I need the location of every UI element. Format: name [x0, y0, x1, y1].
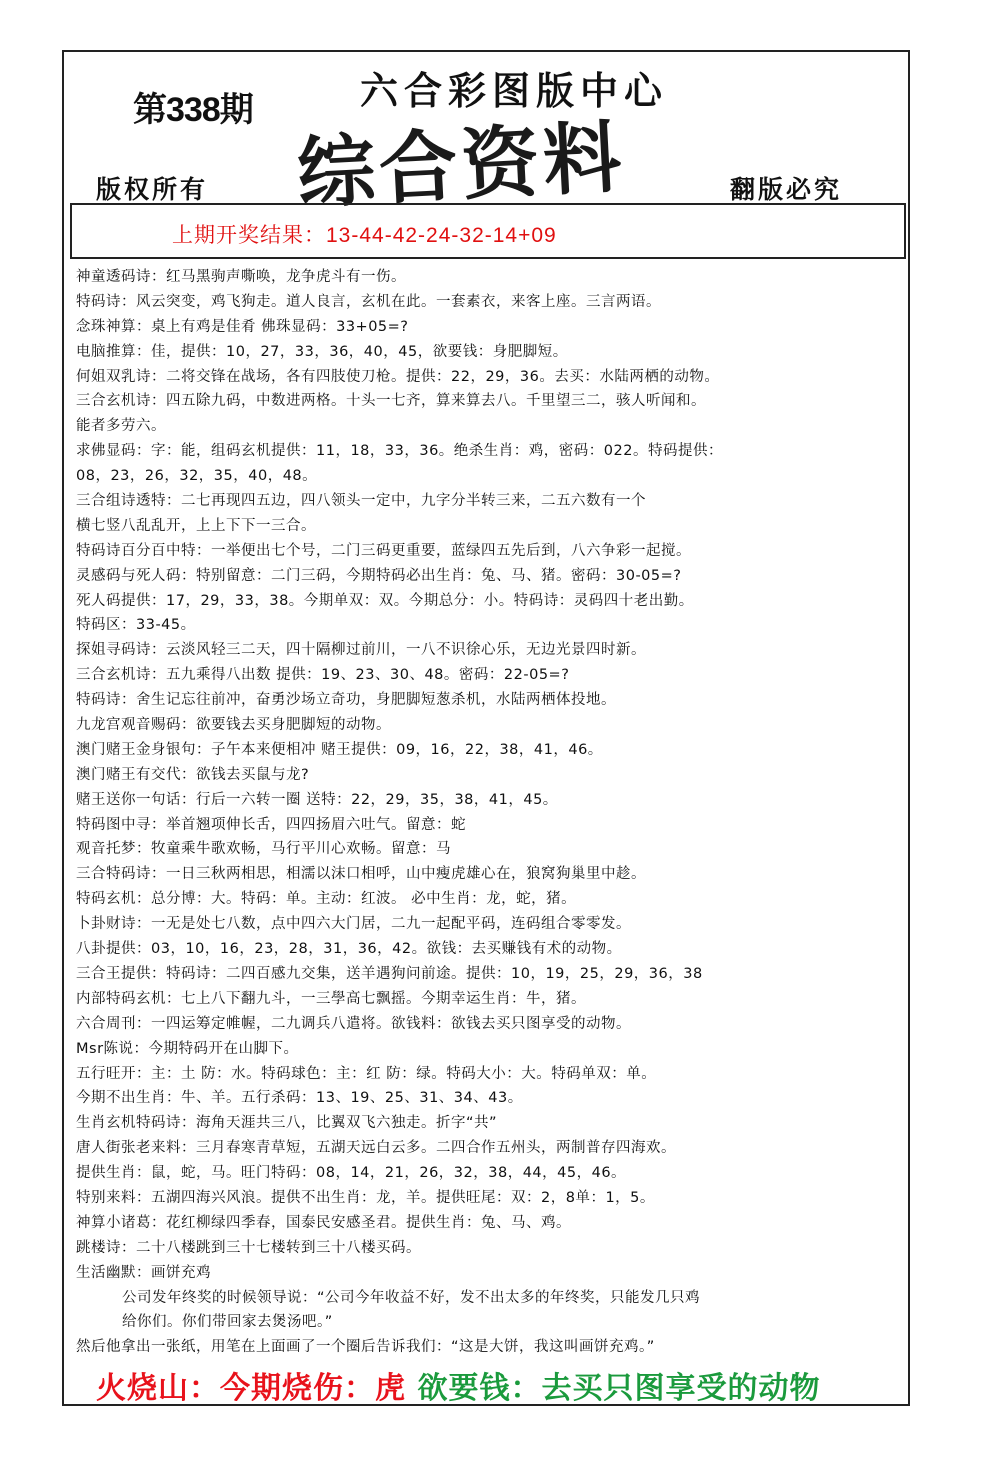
text-line: 九龙宫观音赐码：欲要钱去买身肥脚短的动物。: [76, 717, 391, 734]
text-line: 观音托梦：牧童乘牛歌欢畅，马行平川心欢畅。留意：马: [76, 841, 451, 858]
text-line: 公司发年终奖的时候领导说：“公司今年收益不好，发不出太多的年终奖，只能发几只鸡: [122, 1289, 701, 1306]
publisher-title: 六合彩图版中心: [360, 69, 669, 113]
text-line: 能者多劳六。: [76, 418, 166, 435]
piracy-note: 翻版必究: [730, 175, 843, 204]
text-line: 何姐双乳诗：二将交锋在战场，各有四肢使刀枪。提供：22，29，36。去买：水陆两栖的动物。: [76, 368, 720, 385]
text-line: 三合玄机诗：四五除九码，中数进两格。十头一七齐，算来算去八。千里望三二，骇人听闻和。: [76, 393, 706, 410]
main-title: 综合资料: [295, 111, 628, 221]
text-line: 澳门赌王金身银句：子午本来便相冲 赌王提供：09，16，22，38，41，46。: [76, 741, 603, 758]
text-line: 特码诗：风云突变，鸡飞狗走。道人良言，玄机在此。一套素衣，来客上座。三言两语。: [76, 293, 661, 310]
text-line: 横七竖八乱乱开，上上下下一三合。: [76, 517, 316, 534]
text-line: 三合王提供：特码诗：二四百感九交集，送羊遇狗问前途。提供：10，19，25，29，36，38: [76, 965, 703, 982]
text-line: 三合组诗透特：二七再现四五边，四八领头一定中，九字分半转三来，二五六数有一个: [76, 493, 646, 510]
text-line: 神算小诸葛：花红柳绿四季春，国泰民安感圣君。提供生肖：兔、马、鸡。: [76, 1214, 571, 1231]
text-line: 死人码提供：17，29，33，38。今期单双：双。今期总分：小。特码诗：灵码四十老出勤。: [76, 592, 694, 609]
text-line: 三合特码诗：一日三秋两相思，相濡以沫口相呼，山中瘦虎雄心在，狼窝狗巢里中趁。: [76, 866, 646, 883]
text-line: 内部特码玄机：七上八下翻九斗，一三學高七飘摇。今期幸运生肖：牛，猪。: [76, 990, 586, 1007]
text-line: 三合玄机诗：五九乘得八出数 提供：19、23、30、48。密码：22-05=?: [76, 667, 570, 684]
text-line: 五行旺开：主：土 防：水。特码球色：主：红 防：绿。特码大小：大。特码单双：单。: [76, 1065, 657, 1082]
text-line: 灵感码与死人码：特别留意：二门三码，今期特码必出生肖：兔、马、猪。密码：30-05=?: [76, 567, 682, 584]
result-box: [70, 203, 906, 259]
text-line: 给你们。你们带回家去煲汤吧。”: [122, 1314, 333, 1331]
footer-red-text: 火烧山：今期烧伤：虎: [96, 1371, 406, 1406]
text-line: 唐人街张老来料：三月春寒青草短，五湖天远白云多。二四合作五州头，两制普存四海欢。: [76, 1140, 676, 1157]
text-line: 卜卦财诗：一无是处七八数，点中四六大门居，二九一起配平码，连码组合零零发。: [76, 916, 631, 933]
text-line: 探姐寻码诗：云淡风轻三二天，四十隔柳过前川，一八不识徐心乐，无边光景四时新。: [76, 642, 646, 659]
issue-number: 第338期: [133, 91, 253, 129]
text-line: 神童透码诗：红马黑驹声嘶唤，龙争虎斗有一伤。: [76, 269, 406, 285]
text-line: 然后他拿出一张纸，用笔在上面画了一个圈后告诉我们：“这是大饼，我这叫画饼充鸡。”: [76, 1339, 655, 1356]
text-line: 08，23，26，32，35，40，48。: [76, 468, 318, 485]
text-line: 提供生肖：鼠，蛇，马。旺门特码：08，14，21，26，32，38，44，45，46。: [76, 1165, 627, 1182]
text-line: 八卦提供：03，10，16，23，28，31，36，42。欲钱：去买赚钱有术的动物。: [76, 941, 622, 958]
text-line: 生肖玄机特码诗：海角天涯共三八，比翼双飞六独走。折字“共”: [76, 1115, 498, 1132]
text-line: 澳门赌王有交代：欲钱去买鼠与龙?: [76, 766, 310, 783]
footer-banner: [96, 1363, 820, 1407]
copyright-note: 版权所有: [96, 175, 209, 204]
text-line: 今期不出生肖：牛、羊。五行杀码：13、19、25、31、34、43。: [76, 1090, 523, 1107]
text-line: 特码区：33-45。: [76, 617, 196, 634]
text-line: 求佛显码：字：能，组码玄机提供：11，18，33，36。绝杀生肖：鸡，密码：022。特码提供：: [76, 443, 723, 460]
text-line: 赌王送你一句话：行后一六转一圈 送特：22，29，35，38，41，45。: [76, 791, 558, 808]
text-line: 特别来料：五湖四海兴风浪。提供不出生肖：龙，羊。提供旺尾：双：2，8单：1，5。: [76, 1189, 655, 1206]
last-draw-result: 上期开奖结果：13-44-42-24-32-14+09: [172, 224, 557, 247]
content-body: [76, 265, 906, 1360]
text-line: Msr陈说：今期特码开在山脚下。: [76, 1040, 299, 1057]
text-line: 特码玄机：总分博：大。特码：单。主动：红波。 必中生肖：龙，蛇，猪。: [76, 891, 577, 908]
text-line: 特码诗百分百中特：一举便出七个号，二门三码更重要，蓝绿四五先后到，八六争彩一起搅。: [76, 542, 691, 559]
text-line: 电脑推算：佳，提供：10，27，33，36，40，45，欲要钱：身肥脚短。: [76, 343, 568, 360]
text-line: 念珠神算：桌上有鸡是佳肴 佛珠显码：33+05=?: [76, 318, 409, 335]
text-line: 特码图中寻：举首翘项伸长舌，四四扬眉六吐气。留意：蛇: [76, 816, 466, 833]
text-line: 六合周刊：一四运筹定帷幄，二九调兵八遣将。欲钱料：欲钱去买只图享受的动物。: [76, 1015, 631, 1032]
text-line: 特码诗：舍生记忘往前冲，奋勇沙场立奇功，身肥脚短葱杀机，水陆两栖体投地。: [76, 692, 616, 709]
footer-green-text: 欲要钱：去买只图享受的动物: [417, 1371, 821, 1406]
text-line: 生活幽默：画饼充鸡: [76, 1264, 211, 1281]
text-line: 跳楼诗：二十八楼跳到三十七楼转到三十八楼买码。: [76, 1239, 421, 1256]
